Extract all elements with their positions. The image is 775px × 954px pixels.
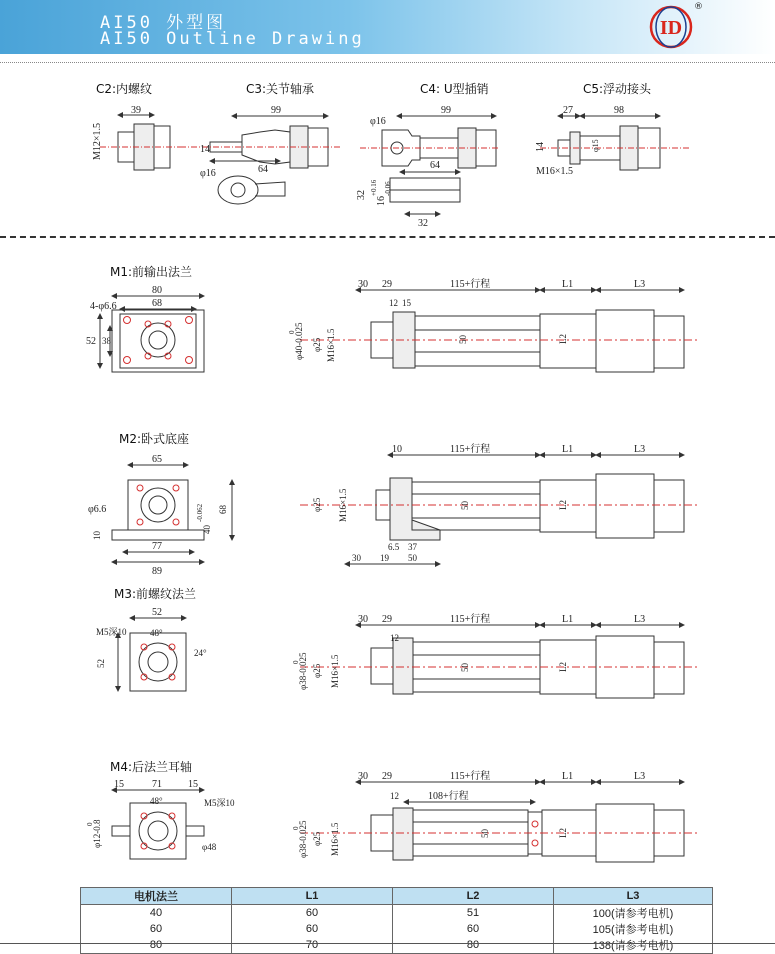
m4-dim-71: 71 [152, 779, 162, 790]
m2-side-view [300, 455, 700, 564]
m2-dim-phi66: φ6.6 [88, 504, 107, 515]
m2-dim-65s: 6.5 [388, 542, 400, 552]
m2-dim-stroke: 115+行程 [450, 444, 491, 455]
m2-dim-40: 40 [202, 525, 212, 534]
cell-l1: 70 [232, 937, 393, 954]
c3-dim-14: 14 [200, 144, 210, 155]
m3-side-view [300, 625, 700, 698]
c3-label: C3:关节轴承 [246, 82, 315, 96]
m2-dim-l2: L2 [558, 500, 568, 510]
m2-dim-19: 19 [380, 553, 389, 563]
c5-dim-14: 14 [535, 142, 546, 152]
m3-dim-52b: 52 [96, 659, 106, 668]
m1-dim-29: 29 [382, 279, 392, 290]
cell-l1: 60 [232, 921, 393, 937]
m2-dim-37: 37 [408, 542, 417, 552]
col-motor-flange: 电机法兰 [81, 888, 232, 905]
m4-dim-phi12: φ12-0.8 [92, 819, 102, 848]
m4-dim-l1: L1 [562, 771, 574, 782]
m4-side-view [300, 782, 700, 862]
m2-dim-10s: 10 [392, 444, 402, 455]
m1-dim-stroke: 115+行程 [450, 279, 491, 290]
m4-dim-l2: L2 [558, 828, 568, 838]
m3-dim-30: 30 [358, 614, 368, 625]
m3-dim-24: 24° [194, 648, 207, 658]
m3-dim-thread: M16×1.5 [330, 654, 340, 688]
c4-dim-16: 16 [376, 196, 387, 206]
m1-label: M1:前输出法兰 [110, 265, 193, 279]
m2-dim-68: 68 [218, 505, 228, 514]
m1-dim-80: 80 [152, 285, 162, 296]
m2-front-view [112, 465, 232, 562]
m4-dim-50: 50 [480, 829, 490, 838]
m2-dim-50b: 50 [408, 553, 417, 563]
c5-dim-98: 98 [614, 105, 624, 116]
m3-dim-phi25: φ25 [312, 663, 322, 678]
m4-tol-zero2: 0 [292, 826, 300, 830]
m3-dim-52a: 52 [152, 607, 162, 618]
m4-dim-12: 12 [390, 791, 399, 801]
m4-dim-15a: 15 [114, 779, 124, 790]
m3-dim-angle: 48° [150, 628, 163, 638]
m3-dim-l3: L3 [634, 614, 646, 625]
c4-tol-upper: +0.16 [370, 179, 378, 196]
c5-label: C5:浮动接头 [583, 82, 652, 96]
m3-dim-m5: M5深10 [96, 627, 127, 637]
m4-dim-phi48: φ48 [202, 842, 217, 852]
m2-dim-l3: L3 [634, 444, 646, 455]
footer-line [0, 943, 775, 944]
m3-dim-l1: L1 [562, 614, 574, 625]
m1-dim-68: 68 [152, 298, 162, 309]
m4-label: M4:后法兰耳轴 [110, 760, 193, 774]
title-chinese: AI50 外型图 [100, 13, 227, 33]
c4-dim-32a: 32 [356, 190, 367, 200]
m1-dim-30: 30 [358, 279, 368, 290]
c2-dim-39: 39 [131, 105, 141, 116]
cell-l2: 80 [393, 937, 554, 954]
m1-dim-l3: L3 [634, 279, 646, 290]
m2-dim-30: 30 [352, 553, 361, 563]
m1-dim-38: 38 [102, 336, 111, 346]
c4-label: C4: U型插销 [420, 82, 489, 96]
table-row [81, 921, 713, 937]
m3-dim-50: 50 [460, 663, 470, 672]
m2-dim-l1: L1 [562, 444, 574, 455]
m4-dim-m5: M5深10 [204, 798, 235, 808]
cell-l3: 105(请参考电机) [554, 921, 713, 937]
cell-l2: 51 [393, 905, 554, 922]
m1-dim-15: 15 [402, 298, 411, 308]
table-header-row [81, 888, 713, 905]
cell-flange: 60 [81, 921, 232, 937]
c4-dim-64: 64 [430, 160, 440, 171]
m3-dim-29: 29 [382, 614, 392, 625]
m2-dim-phi25: φ25 [312, 497, 322, 512]
c3-dim-phi16: φ16 [200, 168, 216, 179]
m2-dim-10: 10 [92, 531, 102, 540]
c4-dim-phi16: φ16 [370, 116, 386, 127]
m1-dim-phi40: φ40-0.025 [294, 322, 304, 360]
m4-dim-15b: 15 [188, 779, 198, 790]
m3-dim-l2: L2 [558, 662, 568, 672]
m2-dim-77: 77 [152, 541, 162, 552]
cell-flange: 80 [81, 937, 232, 954]
col-l2: L2 [393, 888, 554, 905]
c4-dim-32b: 32 [418, 218, 428, 229]
m3-label: M3:前螺纹法兰 [114, 587, 197, 601]
logo-text: ID [659, 17, 683, 39]
c3-dim-64: 64 [258, 164, 268, 175]
m4-tol-zero: 0 [86, 822, 94, 826]
title-english: AI50 Outline Drawing [100, 29, 365, 49]
m2-dim-89: 89 [152, 566, 162, 577]
cell-l2: 60 [393, 921, 554, 937]
c3-dim-99: 99 [271, 105, 281, 116]
c2-label: C2:内螺纹 [96, 82, 153, 96]
m1-dim-holes: 4-φ6.6 [90, 301, 117, 312]
table-row [81, 937, 713, 954]
col-l1: L1 [232, 888, 393, 905]
m1-side-view [300, 290, 700, 372]
m1-tol-zero: 0 [288, 330, 296, 334]
m1-dim-phi25: φ25 [312, 337, 322, 352]
cell-l3: 138(请参考电机) [554, 937, 713, 954]
m1-dim-50: 50 [458, 335, 468, 344]
m1-dim-l2: L2 [558, 334, 568, 344]
m4-dim-30: 30 [358, 771, 368, 782]
table-row [81, 905, 713, 922]
m4-dim-phi38: φ38-0.025 [298, 820, 308, 858]
m3-tol-zero: 0 [292, 660, 300, 664]
m4-dim-stroke2: 108+行程 [428, 791, 469, 802]
c5-dim-thread: M16×1.5 [536, 166, 574, 177]
m1-dim-52: 52 [86, 336, 96, 347]
m4-dim-phi25: φ25 [312, 831, 322, 846]
m4-dim-l3: L3 [634, 771, 646, 782]
m2-label: M2:卧式底座 [119, 432, 190, 446]
cell-l1: 60 [232, 905, 393, 922]
m1-dim-l1: L1 [562, 279, 574, 290]
m4-dim-29: 29 [382, 771, 392, 782]
c4-tol-lower: -0.06 [384, 181, 392, 196]
c4-dim-99: 99 [441, 105, 451, 116]
registered-mark: ® [694, 2, 703, 12]
m2-dim-50: 50 [460, 501, 470, 510]
m3-dim-stroke: 115+行程 [450, 614, 491, 625]
m4-dim-thread: M16×1.5 [330, 822, 340, 856]
m2-dim-65: 65 [152, 454, 162, 465]
m4-dim-stroke: 115+行程 [450, 771, 491, 782]
m3-dim-12: 12 [390, 633, 399, 643]
m1-dim-12: 12 [389, 298, 398, 308]
c2-dim-thread: M12×1.5 [92, 122, 103, 160]
m4-dim-angle: 48° [150, 796, 163, 806]
m2-tol: -0.062 [196, 503, 204, 522]
m3-dim-phi38: φ38-0.025 [298, 652, 308, 690]
m2-dim-thread: M16×1.5 [338, 488, 348, 522]
m1-dim-thread: M16×1.5 [326, 328, 336, 362]
cell-l3: 100(请参考电机) [554, 905, 713, 922]
cell-flange: 40 [81, 905, 232, 922]
c5-dim-27: 27 [563, 105, 573, 116]
c5-dim-phi15: φ15 [591, 139, 600, 152]
col-l3: L3 [554, 888, 713, 905]
